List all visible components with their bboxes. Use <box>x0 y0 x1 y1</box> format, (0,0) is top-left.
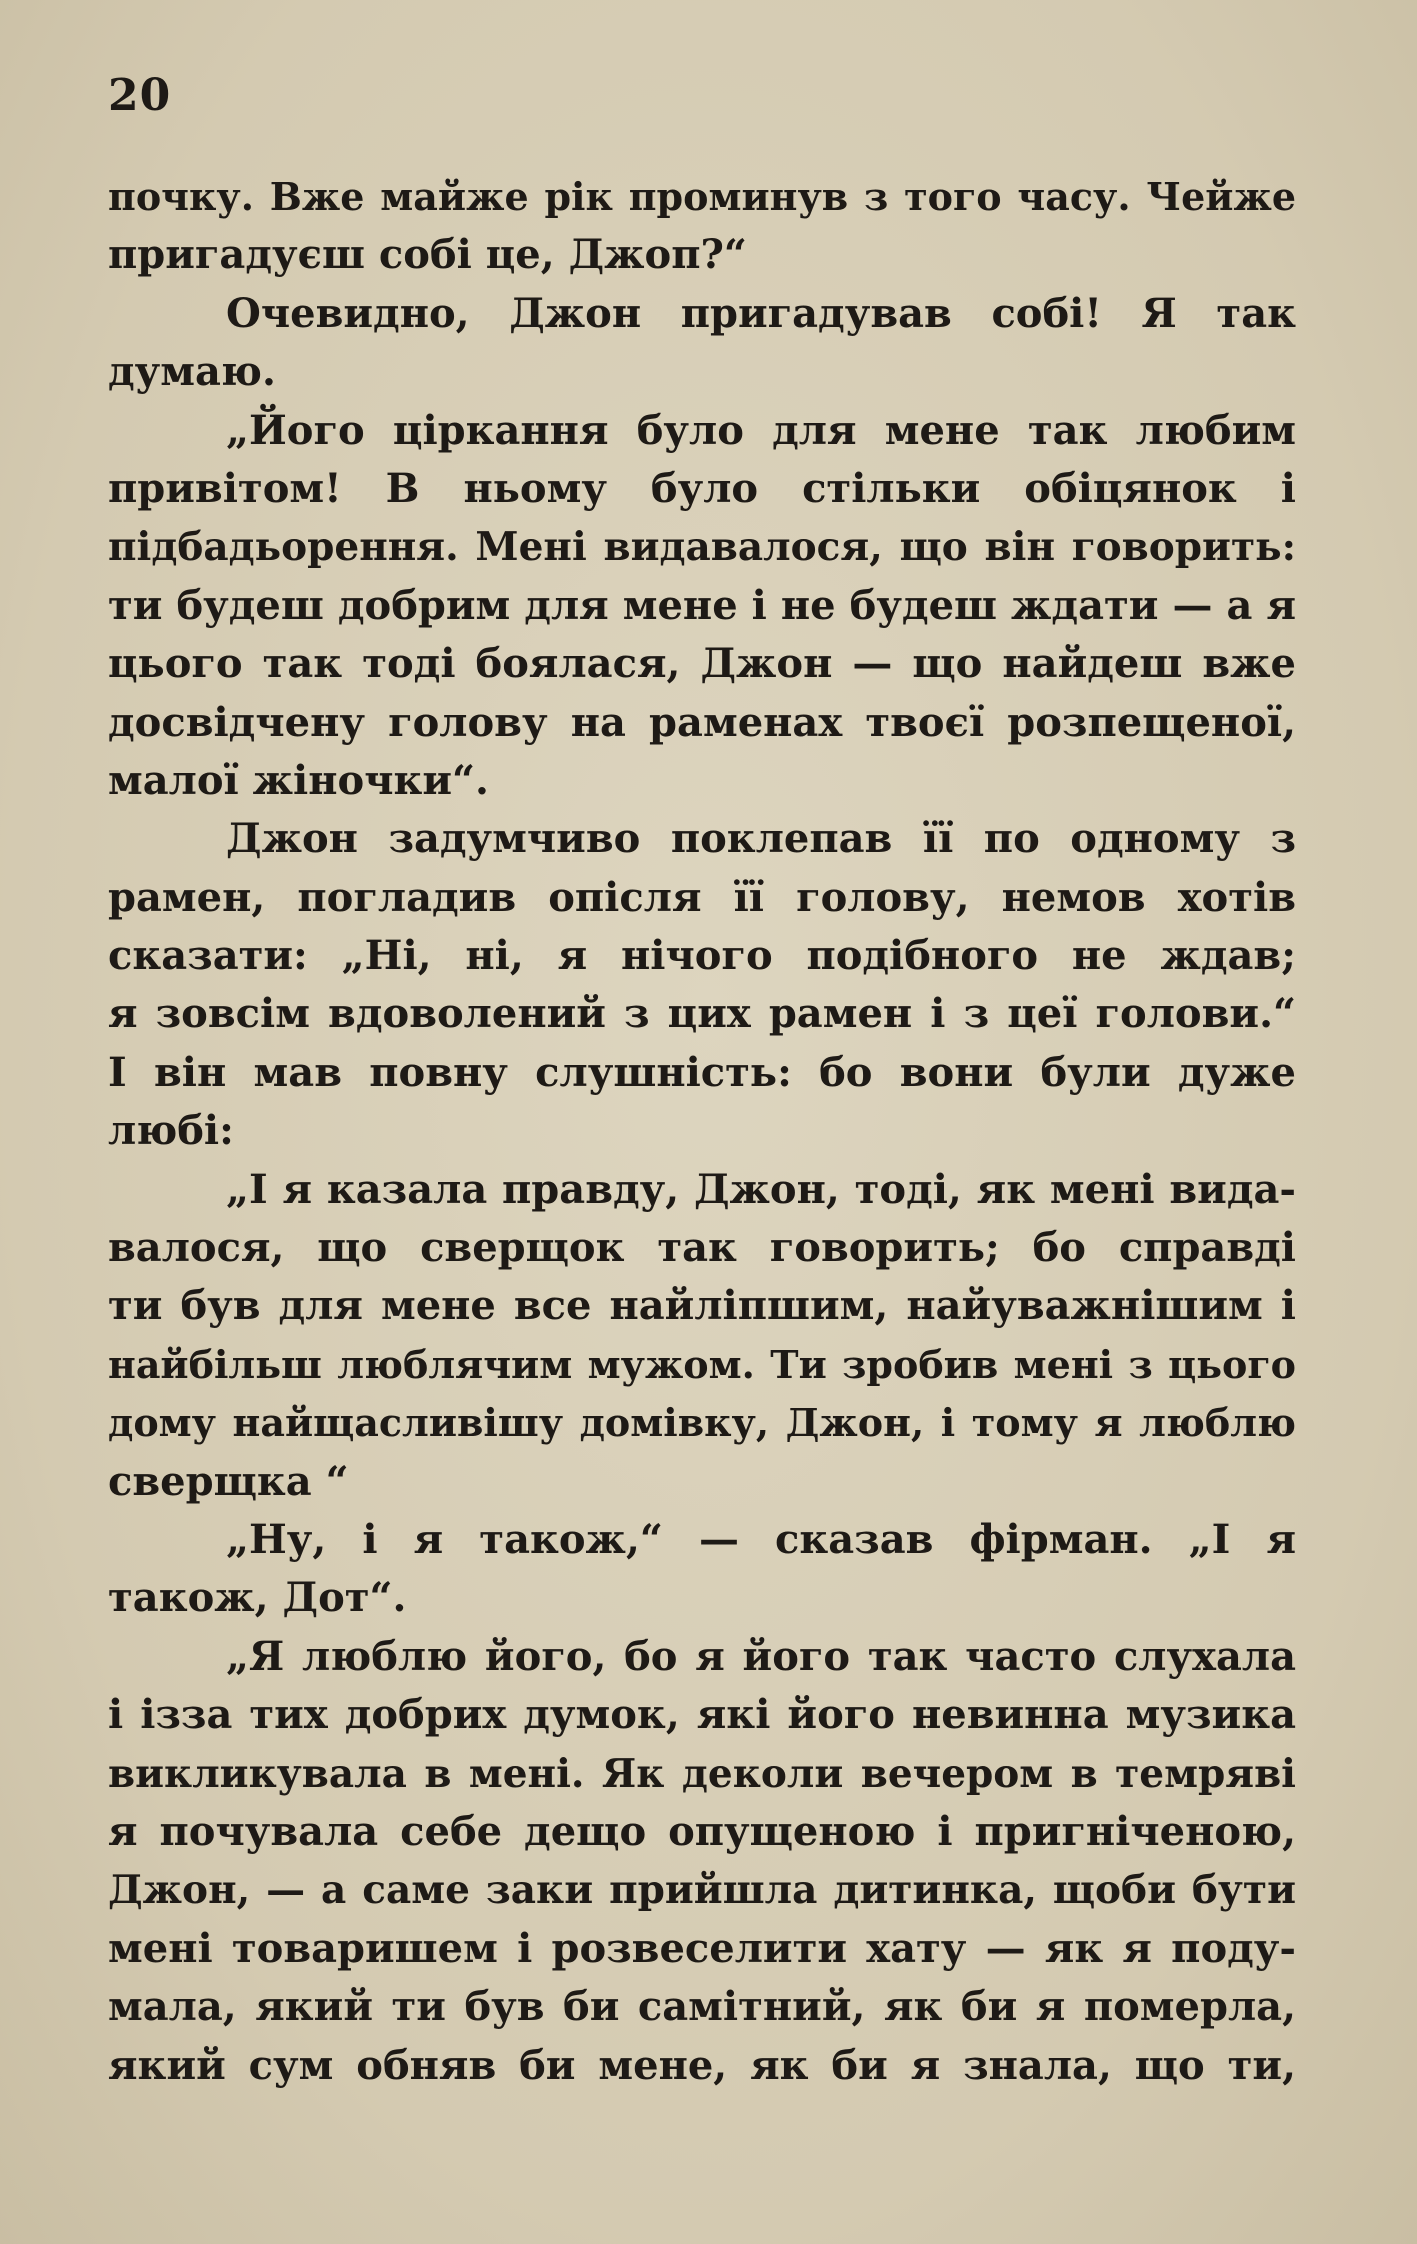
text-line: сверщка “ <box>108 1457 349 1505</box>
text-line: ти будеш добрим для мене і не будеш ждати — а я <box>108 581 1296 629</box>
text-line: малої жіночки“. <box>108 756 489 804</box>
text-line: Джон, — а саме заки прийшла дитинка, щоби бути <box>108 1867 1296 1914</box>
text-line: любі: <box>108 1107 234 1155</box>
text-line: думаю. <box>108 348 276 396</box>
text-line: викликувала в мені. Як деколи вечером в темряві <box>108 1750 1296 1797</box>
text-line: мені товаришем і розвеселити хату — як я поду- <box>108 1924 1296 1972</box>
text-line: Джон задумчиво поклепав її по одному з <box>226 815 1296 863</box>
text-line: досвідчену голову на раменах твоєї розпещеної, <box>108 698 1296 746</box>
text-line: „І я казала правду, Джон, тоді, як мені вида- <box>226 1165 1296 1213</box>
text-line: „Ну, і я також,“ — сказав фірман. „І я <box>226 1515 1296 1563</box>
text-line: рамен, погладив опісля її голову, немов хотів <box>108 873 1296 921</box>
text-line: дому найщасливішу домівку, Джон, і тому я люблю <box>108 1400 1296 1446</box>
text-line: також, Дот“. <box>108 1574 407 1622</box>
page-number: 20 <box>108 70 172 121</box>
text-line: підбадьорення. Мені видавалося, що він говорить: <box>108 524 1296 571</box>
text-line: який сум обняв би мене, як би я знала, що ти, <box>108 2041 1296 2089</box>
text-line: привітом! В ньому було стільки обіцянок і <box>108 464 1296 512</box>
text-line: І він мав повну слушність: бо вони були дуже <box>108 1048 1296 1096</box>
text-line: я зовсім вдоволений з цих рамен і з цеї голови.“ <box>108 990 1296 1038</box>
body-text <box>108 168 1296 2095</box>
text-line: почку. Вже майже рік проминув з того часу. Чейже <box>108 174 1296 219</box>
text-line: мала, який ти був би самітний, як би я померла, <box>108 1983 1296 2031</box>
text-line: „Я люблю його, бо я його так часто слухала <box>226 1632 1296 1680</box>
text-line: я почувала себе дещо опущеною і пригніченою, <box>108 1807 1296 1855</box>
text-line: валося, що сверщок так говорить; бо справді <box>108 1224 1296 1272</box>
text-line: сказати: „Ні, ні, я нічого подібного не ждав; <box>108 932 1296 980</box>
text-line: цього так тоді боялася, Джон — що найдеш вже <box>108 640 1296 688</box>
text-line: і ізза тих добрих думок, які його невинна музика <box>108 1691 1296 1739</box>
text-line: „Його ціркання було для мене так любим <box>226 406 1296 454</box>
text-line: ти був для мене все найліпшим, найуважнішим і <box>108 1282 1296 1330</box>
text-line: найбільш люблячим мужом. Ти зробив мені з цього <box>108 1341 1296 1387</box>
text-line: Очевидно, Джон пригадував собі! Я так <box>226 289 1296 337</box>
text-line: пригадуєш собі це, Джоп?“ <box>108 231 747 279</box>
